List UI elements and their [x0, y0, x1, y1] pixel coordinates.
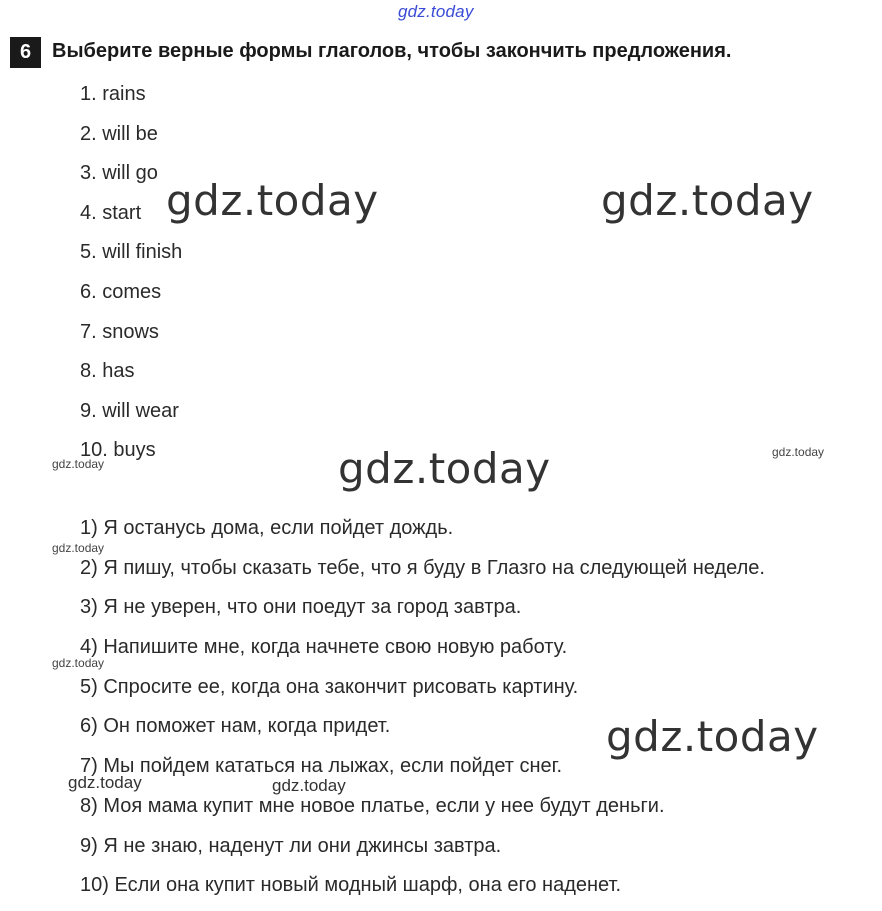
- task-number-badge: 6: [10, 37, 41, 68]
- translation-item: 1) Я останусь дома, если пойдет дождь.: [80, 517, 454, 539]
- answer-item: 8. has: [80, 360, 135, 383]
- translation-item: 7) Мы пойдем кататься на лыжах, если пойдет снег.: [80, 755, 563, 778]
- answer-item: 1. rains: [80, 83, 146, 105]
- translation-item: 2) Я пишу, чтобы сказать тебе, что я буду в Глазго на следующей неделе.: [80, 556, 765, 579]
- translation-item: 9) Я не знаю, наденут ли они джинсы завтра.: [80, 834, 502, 857]
- watermark-small: gdz.today: [772, 445, 825, 459]
- top-watermark: gdz.today: [398, 2, 474, 21]
- watermark-medium: gdz.today: [68, 773, 142, 792]
- answer-item: 5. will finish: [80, 241, 183, 264]
- watermark-large: gdz.today: [606, 712, 819, 761]
- watermark-large: gdz.today: [338, 444, 551, 493]
- watermark-small: gdz.today: [52, 656, 105, 670]
- watermark-small: gdz.today: [52, 457, 105, 471]
- answer-item: 2. will be: [80, 122, 158, 145]
- answer-list: [80, 80, 182, 476]
- translation-item: 5) Спросите ее, когда она закончит рисовать картину.: [80, 675, 579, 698]
- translation-item: 8) Моя мама купит мне новое платье, если у нее будут деньги.: [80, 794, 665, 817]
- translation-item: 10) Если она купит новый модный шарф, она его наденет.: [80, 874, 621, 897]
- answer-item: 3. will go: [80, 162, 158, 185]
- answer-item: 4. start: [80, 201, 142, 224]
- watermark-medium: gdz.today: [272, 776, 346, 795]
- answer-item: 6. comes: [80, 280, 162, 303]
- answer-item: 7. snows: [80, 320, 159, 343]
- task-title: Выберите верные формы глаголов, чтобы закончить предложения.: [52, 40, 732, 62]
- translation-item: 3) Я не уверен, что они поедут за город завтра.: [80, 596, 522, 619]
- watermark-small: gdz.today: [52, 541, 105, 555]
- watermark-large: gdz.today: [601, 176, 814, 225]
- answer-item: 9. will wear: [80, 399, 179, 422]
- answer-item: 10. buys: [80, 439, 156, 462]
- watermark-large: gdz.today: [166, 176, 379, 225]
- translation-item: 6) Он поможет нам, когда придет.: [80, 715, 391, 738]
- translation-item: 4) Напишите мне, когда начнете свою новую работу.: [80, 636, 568, 659]
